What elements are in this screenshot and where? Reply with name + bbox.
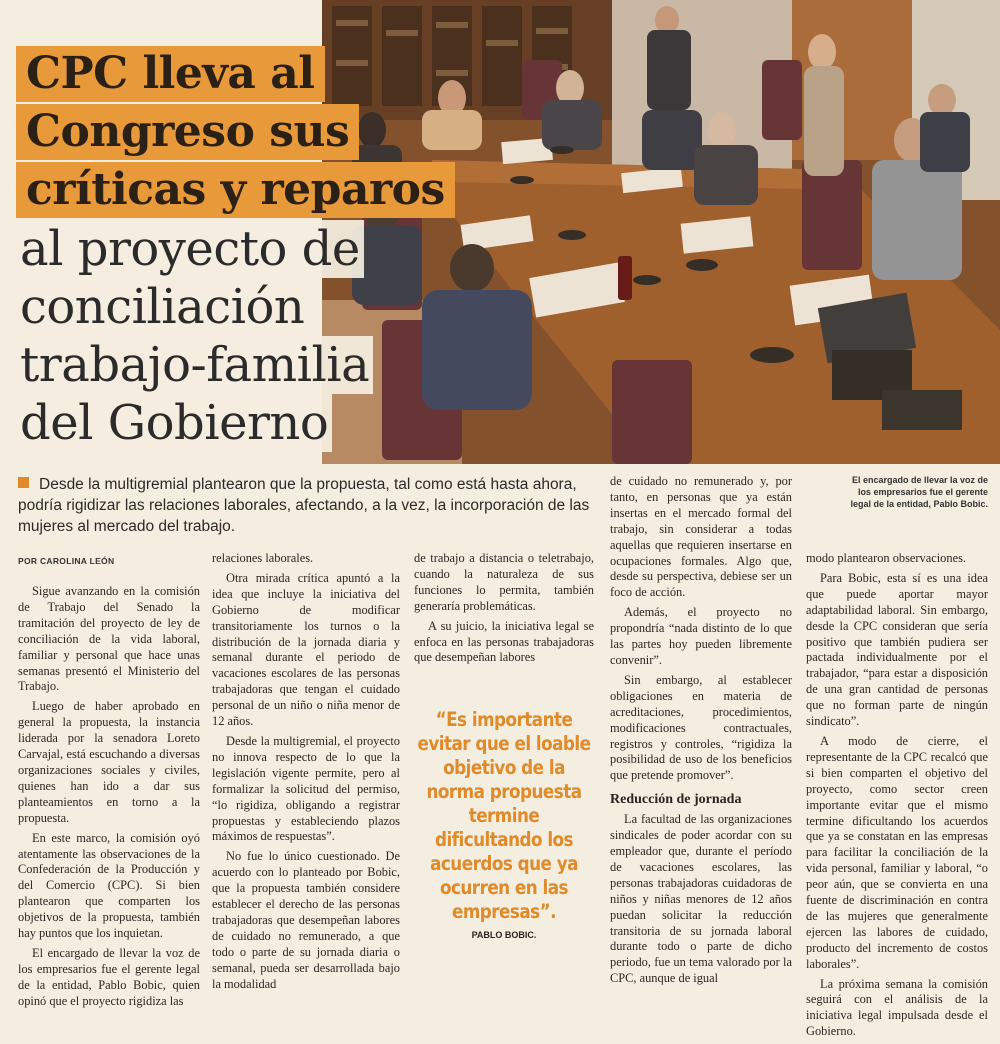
paragraph: A modo de cierre, el representante de la CPC recalcó que si bien comparten el objetivo del proyecto, como sector creen importante evitar que el mismo termine dificultando los acuerdos que ya se constatan en las empresas para facilitar la conciliación de la vida personal, familiar y laboral, “o peor aún, que se convierta en una fuente de discriminación en contra de las mujeres que generalmente ejercen las labores de cuidado, producto del incremento de costos laborales”. xyxy=(806,733,988,971)
pull-quote-text: “Es importante evitar que el loable objetivo de la norma propuesta termine dificultando los acuerdos que ya ocurren en las empresas”. xyxy=(417,708,591,923)
paragraph: Para Bobic, esta sí es una idea que puede aportar mayor adaptabilidad laboral. Sin embargo, desde la CPC consideran que sería positivo que también pudiera ser pactada individualmente por el trabajador, “para estar a disposición de una gran cantidad de personas que no forman parte de ningún sindicato”. xyxy=(806,570,988,729)
paragraph: El encargado de llevar la voz de los empresarios fue el gerente legal de la entidad, Pablo Bobic, quien opinó que el proyecto rigidiza las xyxy=(18,945,200,1008)
subheading: Reducción de jornada xyxy=(610,792,742,808)
paragraph: No fue lo único cuestionado. De acuerdo con lo planteado por Bobic, que la propuesta también considere establecer el derecho de las personas trabajadoras que desempeñan labores de cuidado no remunerado, a que todo o parte de su jornada diaria o semanal, pueda ser desarrollada bajo la modalidad xyxy=(212,849,400,991)
pull-quote-author: PABLO BOBIC. xyxy=(471,930,537,940)
headline-line-7: del Gobierno xyxy=(16,394,332,452)
paragraph: En este marco, la comisión oyó atentamente las observaciones de la Confederación de la Producción y del Comercio (CPC). Si bien plantearon que comparten los objetivos de la propuesta, también hay puntos que los inquietan. xyxy=(18,830,200,941)
article-column-3 xyxy=(414,551,594,670)
paragraph: La facultad de las organizaciones sindicales de poder acordar con su empleador que, durante el período de vacaciones escolares, las personas trabajadoras cuidadoras de niños y niñas menores de 12 años puedan solicitar la reducción transitoria de su jornada laboral durante todo o parte de dicho periodo, fue un tema valorado por la CPC, aunque de igual xyxy=(610,812,792,986)
lead-bullet-square xyxy=(18,477,29,488)
paragraph: relaciones laborales. xyxy=(212,551,314,565)
byline: POR CAROLINA LEÓN xyxy=(18,556,115,566)
pull-quote xyxy=(412,696,596,956)
article-column-5 xyxy=(806,551,988,1044)
headline-line-4: al proyecto de xyxy=(16,220,364,278)
paragraph: Además, el proyecto no propondría “nada distinto de lo que las partes hoy pueden libremente convenir”. xyxy=(610,605,792,667)
paragraph: Sigue avanzando en la comisión de Trabajo del Senado la tramitación del proyecto de ley de conciliación de la vida laboral, familiar y personal que hace unas semanas presentó el Ministerio del Trabajo. xyxy=(18,584,200,694)
article-column-2 xyxy=(212,551,400,996)
article-column-1 xyxy=(18,584,200,1014)
headline-line-6: trabajo-familia xyxy=(16,336,373,394)
paragraph: de trabajo a distancia o teletrabajo, cuando la naturaleza de sus funciones lo permita, también generaría problemáticas. xyxy=(414,551,594,613)
paragraph: A su juicio, la iniciativa legal se enfoca en las personas trabajadoras que desempeñan labores xyxy=(414,618,594,665)
headline-line-5: conciliación xyxy=(16,278,308,336)
headline xyxy=(16,46,445,452)
paragraph: La próxima semana la comisión seguirá con el análisis de la iniciativa legal impulsada desde el Gobierno. xyxy=(806,976,988,1039)
paragraph: Otra mirada crítica apuntó a la idea que incluye la iniciativa del Gobierno de modificar transitoriamente los turnos o la distribución de la jornada diaria y semanal durante el periodo de vacaciones escolares de las personas trabajadoras que tengan el cuidado personal de un niño o niña menor de 12 años. xyxy=(212,570,400,729)
headline-line-1: CPC lleva al xyxy=(16,46,325,102)
lead-paragraph xyxy=(18,474,596,537)
article-column-4 xyxy=(610,474,792,991)
headline-line-3: críticas y reparos xyxy=(16,162,455,218)
headline-line-2: Congreso sus xyxy=(16,104,359,160)
paragraph: Luego de haber aprobado en general la propuesta, la instancia liderada por la senadora Loreto Carvajal, está escuchando a diversas organizaciones sociales y civiles, quienes han ido a dar sus planteamientos en torno a la propuesta. xyxy=(18,699,200,825)
paragraph: de cuidado no remunerado y, por tanto, en personas que ya están insertas en el mercado formal del trabajo, sin considerar a todas aquellas que requieren insertarse en ocupaciones formales. Algo que, desde su perspectiva, debiese ser un foco de acción. xyxy=(610,474,792,600)
photo-caption: El encargado de llevar la voz de los empresarios fue el gerente legal de la entidad, Pablo Bobic. xyxy=(850,475,988,509)
paragraph: Sin embargo, al establecer obligaciones en materia de acreditaciones, procedimientos, modificaciones contractuales, registros y controles, “rigidiza la posibilidad de uso de los beneficios que pretende promover”. xyxy=(610,672,792,783)
paragraph: modo plantearon observaciones. xyxy=(806,551,966,565)
lead-text: Desde la multigremial plantearon que la propuesta, tal como está hasta ahora, podría rigidizar las relaciones laborales, afectando, a la vez, la incorporación de las mujeres al mercado del trabajo. xyxy=(18,476,590,535)
paragraph: Desde la multigremial, el proyecto no innova respecto de lo que la legislación vigente permite, pero al formalizar la solicitud del permiso, “lo rigidiza, obligando a registrar propuestas y estableciendo plazos máximos de respuestas”. xyxy=(212,733,400,844)
